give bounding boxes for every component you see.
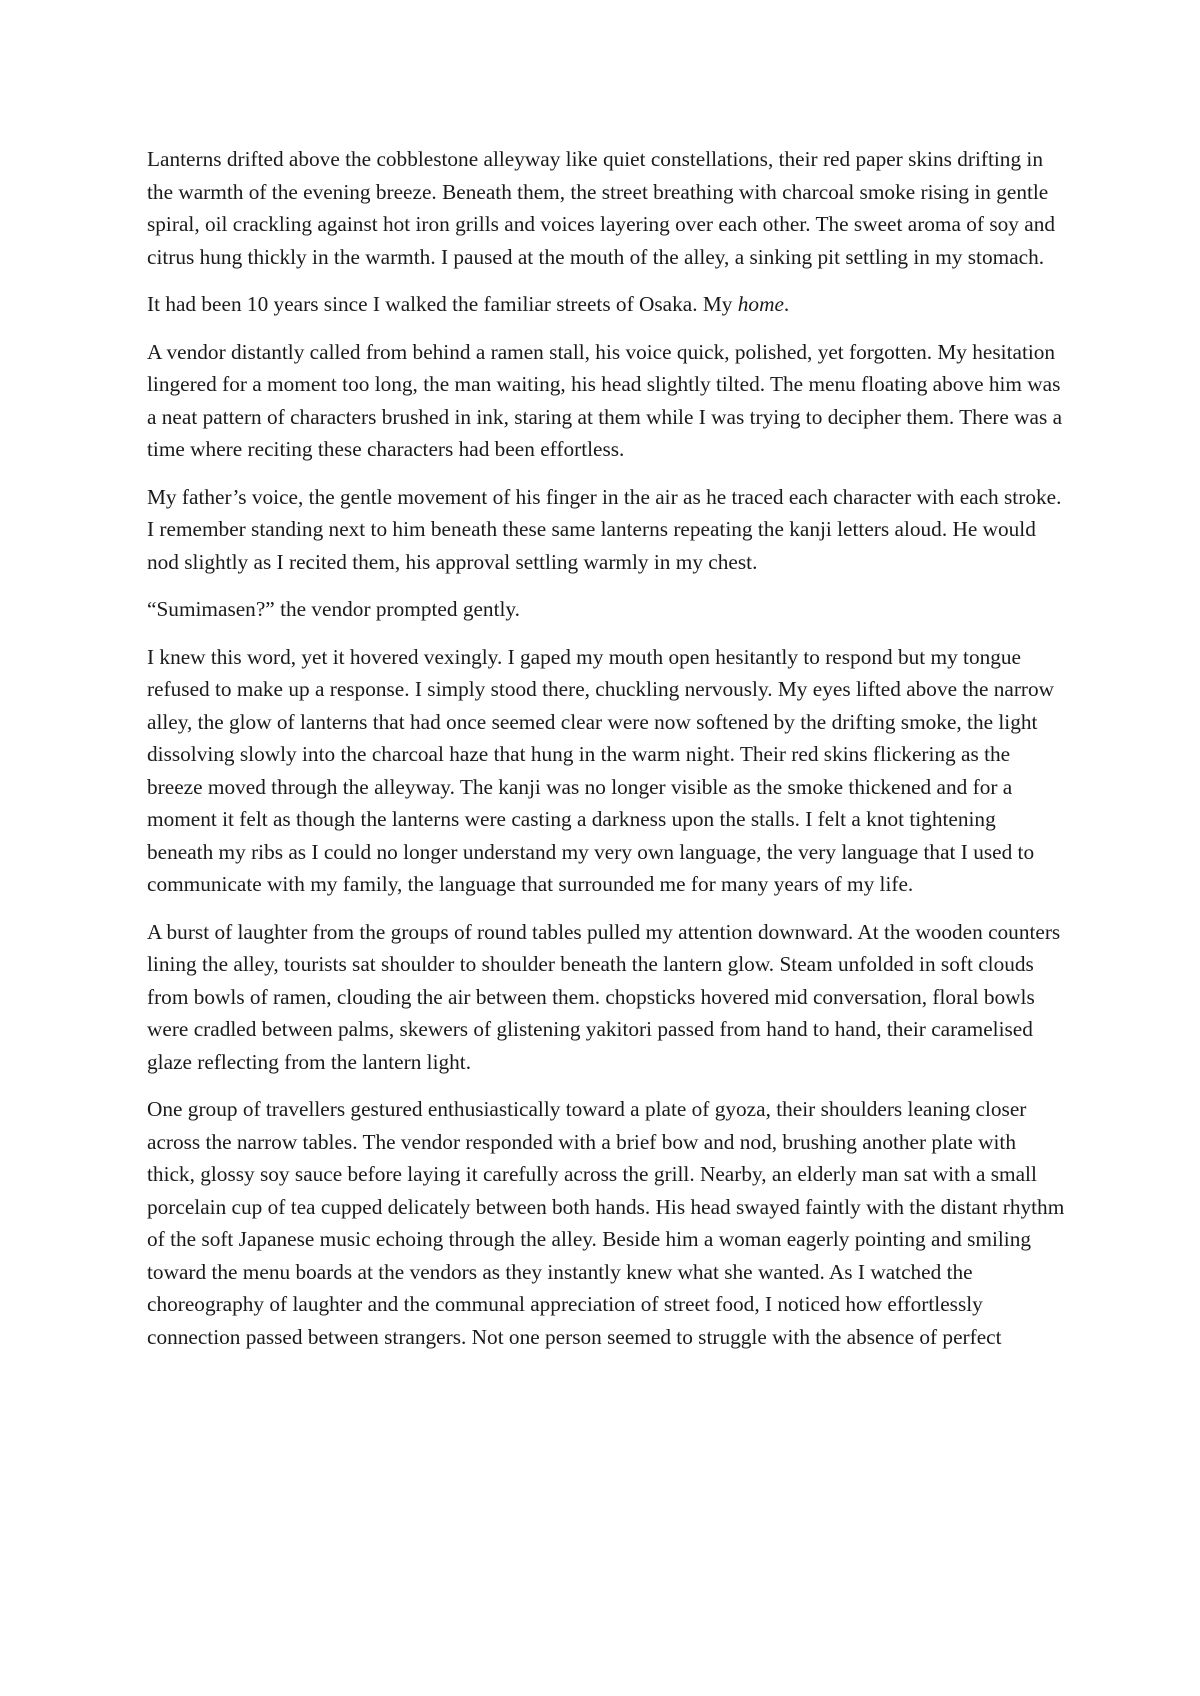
paragraph-travellers: One group of travellers gestured enthusiastically toward a plate of gyoza, their shoulders leaning closer across the narrow tables. The vendor responded with a brief bow and nod, brushing another plate with thick, glossy soy sauce before laying it carefully across the grill. Nearby, an elderly man sat with a small porcelain cup of tea cupped delicately between both hands. His head swayed faintly with the distant rhythm of the soft Japanese music echoing through the alley. Beside him a woman eagerly pointing and smiling toward the menu boards at the vendors as they instantly knew what she wanted. As I watched the choreography of laughter and the communal appreciation of street food, I noticed how effortlessly connection passed between strangers. Not one person seemed to struggle with the absence of perfect — [147, 1097, 1065, 1349]
home-emphasis: home — [737, 292, 784, 316]
paragraph-laughter: A burst of laughter from the groups of round tables pulled my attention downward. At the wooden counters lining the alley, tourists sat shoulder to shoulder beneath the lantern glow. Steam unfolded in soft clouds from bowls of ramen, clouding the air between them. chopsticks hovered mid conversation, floral bowls were cradled between palms, skewers of glistening yakitori passed from hand to hand, their caramelised glaze reflecting from the lantern light. — [147, 919, 1061, 1074]
paragraph-father: My father’s voice, the gentle movement of his finger in the air as he traced each character with each stroke. I remember standing next to him beneath these same lanterns repeating the kanji letters aloud. He would nod slightly as I recited them, his approval settling warmly in my chest. — [147, 484, 1062, 574]
paragraph-lanterns: Lanterns drifted above the cobblestone alleyway like quiet constellations, their red paper skins drifting in the warmth of the evening breeze. Beneath them, the street breathing with charcoal smoke rising in gentle spiral, oil crackling against hot iron grills and voices layering over each other. The sweet aroma of soy and citrus hung thickly in the warmth. I paused at the mouth of the alley, a sinking pit settling in my stomach. — [147, 147, 1055, 269]
paragraph-sumimasen: “Sumimasen?” the vendor prompted gently. — [147, 597, 520, 621]
paragraph-vendor: A vendor distantly called from behind a ramen stall, his voice quick, polished, yet forgotten. My hesitation lingered for a moment too long, the man waiting, his head slightly tilted. The menu floating above him was a neat pattern of characters brushed in ink, staring at them while I was trying to decipher them. There was a time where reciting these characters had been effortless. — [147, 339, 1063, 461]
paragraph-home — [147, 288, 1067, 321]
home-text-after: . — [783, 292, 790, 316]
document-body — [147, 143, 1067, 1368]
paragraph-knew-word: I knew this word, yet it hovered vexingly. I gaped my mouth open hesitantly to respond but my tongue refused to make up a response. I simply stood there, chuckling nervously. My eyes lifted above the narrow alley, the glow of lanterns that had once seemed clear were now softened by the drifting smoke, the light dissolving slowly into the charcoal haze that hung in the warm night. Their red skins flickering as the breeze moved through the alleyway. The kanji was no longer visible as the smoke thickened and for a moment it felt as though the lanterns were casting a darkness upon the stalls. I felt a knot tightening beneath my ribs as I could no longer understand my very own language, the very language that I used to communicate with my family, the language that surrounded me for many years of my life. — [147, 644, 1055, 896]
home-text-before: It had been 10 years since I walked the familiar streets of Osaka. My — [147, 292, 738, 316]
